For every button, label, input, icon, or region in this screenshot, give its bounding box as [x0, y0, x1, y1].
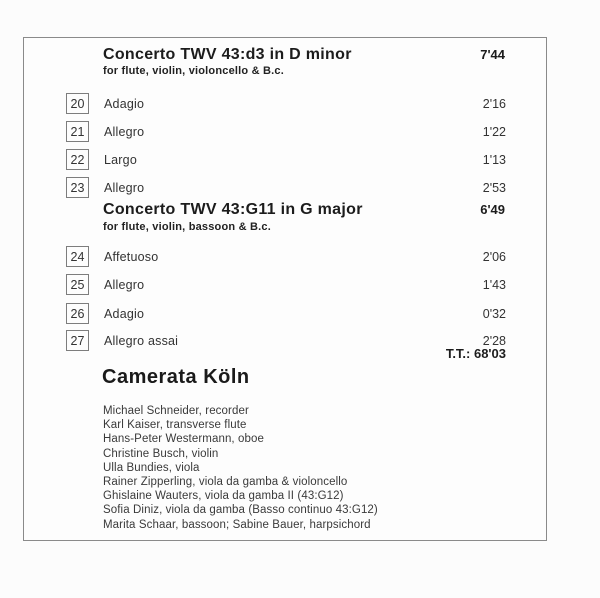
track-title: Allegro assai [104, 333, 179, 348]
track-time: 2'53 [482, 180, 506, 195]
track-time: 2'28 [482, 333, 506, 348]
track-time: 1'22 [482, 124, 506, 139]
concerto-title: Concerto TWV 43:G11 in G major [103, 201, 363, 218]
track-row [66, 149, 506, 170]
track-row [66, 303, 506, 324]
track-title: Adagio [104, 96, 145, 111]
artist-line: Christine Busch, violin [103, 447, 219, 460]
concerto-duration: 7'44 [480, 47, 505, 62]
track-time: 0'32 [482, 306, 506, 321]
track-row [66, 274, 506, 295]
section-heading [103, 46, 505, 64]
artist-line: Hans-Peter Westermann, oboe [103, 433, 265, 446]
artist-line: Ghislaine Wauters, viola da gamba II (43:G12) [103, 490, 344, 503]
artist-line: Ulla Bundies, viola [103, 461, 200, 474]
concerto-scoring: for flute, violin, bassoon & B.c. [103, 221, 271, 233]
concerto-scoring: for flute, violin, violoncello & B.c. [103, 65, 284, 77]
artist-line: Rainer Zipperling, viola da gamba & violoncello [103, 476, 348, 489]
artist-line: Karl Kaiser, transverse flute [103, 419, 247, 432]
track-title: Allegro [104, 180, 145, 195]
artist-list [103, 404, 523, 532]
track-number-box: 20 [66, 93, 89, 114]
track-number-box: 27 [66, 330, 89, 351]
track-title: Largo [104, 152, 137, 167]
track-title: Allegro [104, 124, 145, 139]
track-row [66, 93, 506, 114]
track-row [66, 246, 506, 267]
track-number-box: 21 [66, 121, 89, 142]
ensemble-name: Camerata Köln [102, 366, 250, 388]
track-time: 1'13 [482, 152, 506, 167]
track-number-box: 26 [66, 303, 89, 324]
track-row [66, 177, 506, 198]
track-number-box: 25 [66, 274, 89, 295]
track-title: Allegro [104, 277, 145, 292]
track-number-box: 24 [66, 246, 89, 267]
concerto-title: Concerto TWV 43:d3 in D minor [103, 46, 352, 63]
track-row [66, 121, 506, 142]
track-time: 1'43 [482, 277, 506, 292]
artist-line: Sofia Diniz, viola da gamba (Basso continuo 43:G12) [103, 504, 378, 517]
track-title: Adagio [104, 306, 145, 321]
artist-line: Michael Schneider, recorder [103, 405, 249, 417]
track-time: 2'16 [482, 96, 506, 111]
artist-line: Marita Schaar, bassoon; Sabine Bauer, harpsichord [103, 518, 371, 531]
track-time: 2'06 [482, 249, 506, 264]
section-heading [103, 201, 505, 219]
total-time: T.T.: 68'03 [445, 346, 506, 361]
track-number-box: 23 [66, 177, 89, 198]
track-title: Affetuoso [104, 249, 159, 264]
concerto-duration: 6'49 [480, 202, 505, 217]
track-number-box: 22 [66, 149, 89, 170]
